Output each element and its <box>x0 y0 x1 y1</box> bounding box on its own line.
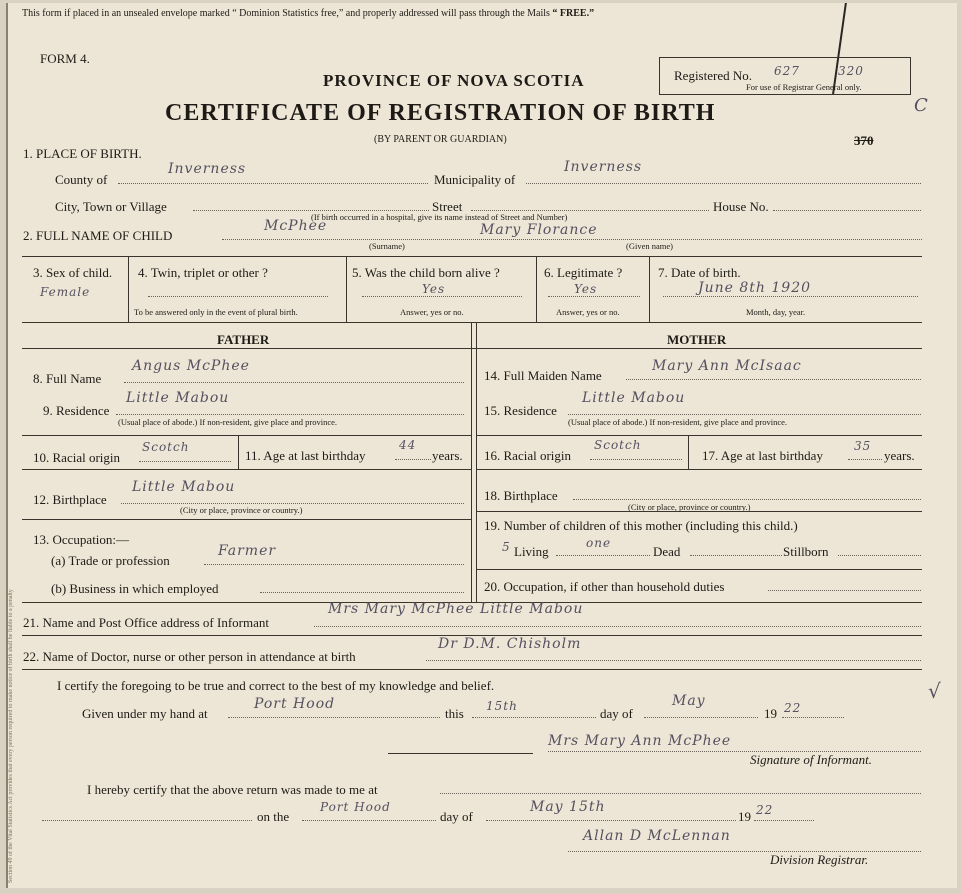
check-mark: √ <box>928 679 942 703</box>
registration-alt-number: 320 <box>838 64 864 78</box>
birth-certificate: Section 49 of the Vital Statistics Act provides that every person required to make notice of birth shall be liable to a penalty This form if placed in an unsealed envelope marked “ Dominion Statistics free,” and properly addressed will pass through the Mails “ FREE.” FORM 4. PROVINCE OF NOVA SCOTIA CERTIFICATE OF REGISTRATION OF BIRTH (BY PARENT OR GUARDIAN) Registered No. 627 320 For use of Registrar General only. C 370 1. PLACE OF BIRTH. County of Inverness Municipality of Inverness City, Town or Village Street House No. (If birth occurred in a hospital, give its name instead of Street and Number) 2. FULL NAME OF CHILD McPhee Mary Florance (Surname) (Given name) 3. Sex of child. Female 4. Twin, triplet or other ? To be answered only in the event of plural birth. 5. Was the child born alive ? Yes Answer, yes or no. 6. Legitimate ? Yes Answer, yes or no. 7. Date of birth. June 8th 1920 Month, day, year. FATHER MOTHER 8. Full Name Angus McPhee 9. Residence Little Mabou (Usual place of abode.) If non-resident, give place and province. 10. Racial origin Scotch 11. Age at last birthday 44 years. 12. Birthplace Little Mabou (City or place, province or country.) 13. Occupation:— (a) Trade or profession Farmer (b) Business in which employed 14. Full Maiden Name Mary Ann McIsaac 15. Residence Little Mabou (Usual place of abode.) If non-resident, give place and province. 16. Racial origin Scotch 17. Age at last birthday 35 years. 18. Birthplace (City or place, province or country.) 19. Number of children of this mother (including this child.) 5 Living Dead one Stillborn 20. Occupation, if other than household duties 21. Name and Post Office address of Informant Mrs Mary McPhee Little Mabou 22. Name of Doctor, nurse or other person in attendance at birth Dr D.M. Chisholm I certify the foregoing to be true and correct to the best of my knowledge and belief. Given under my hand at Port Hood this 15th day of May 19 22 √ Mrs Mary Ann McPhee Signature of Informant. I hereby certify that the above return was made to me at on the Port Hood day of May 15th 19 22 Allan D McLennan Division Registrar. <box>6 3 957 888</box>
father-residence: Little Mabou <box>126 390 230 406</box>
child-name-label: 2. FULL NAME OF CHILD <box>23 228 173 243</box>
child-given-name: Mary Florance <box>480 222 598 238</box>
given-year: 22 <box>784 701 802 715</box>
informant-value: Mrs Mary McPhee Little Mabou <box>328 601 584 617</box>
place-of-birth-label: 1. PLACE OF BIRTH. <box>23 146 142 161</box>
margin-mark: C <box>914 95 929 116</box>
subtitle: (BY PARENT OR GUARDIAN) <box>374 134 507 145</box>
living-count: 5 <box>502 540 511 554</box>
father-name: Angus McPhee <box>132 358 250 374</box>
signature-label: Signature of Informant. <box>750 752 872 767</box>
date-of-birth-value: June 8th 1920 <box>698 280 812 296</box>
father-trade: Farmer <box>218 543 277 559</box>
given-month: May <box>672 693 706 709</box>
mother-heading: MOTHER <box>667 332 727 347</box>
registrar-signature-label: Division Registrar. <box>770 852 869 867</box>
certificate-title: CERTIFICATE OF REGISTRATION OF BIRTH <box>165 100 716 126</box>
mother-racial-origin: Scotch <box>594 438 642 452</box>
mother-residence: Little Mabou <box>582 390 686 406</box>
struck-number: 370 <box>854 133 874 148</box>
given-day: 15th <box>486 699 518 713</box>
margin-notice: Section 49 of the Vital Statistics Act provides that every person required to make notice of birth shall be liable to a penalty <box>8 589 14 883</box>
registration-number: 627 <box>774 64 800 78</box>
province-title: PROVINCE OF NOVA SCOTIA <box>323 71 585 90</box>
dead-count: one <box>586 536 612 550</box>
legitimate-value: Yes <box>574 282 598 296</box>
mail-notice: This form if placed in an unsealed envelope marked “ Dominion Statistics free,” and properly addressed will pass through the Mails “ FREE.” <box>22 8 595 19</box>
father-heading: FATHER <box>217 332 270 347</box>
born-alive-value: Yes <box>422 282 446 296</box>
form-number: FORM 4. <box>40 51 90 66</box>
father-birthplace: Little Mabou <box>132 479 236 495</box>
sex-value: Female <box>40 285 91 299</box>
given-place: Port Hood <box>254 696 336 712</box>
registrar-date: May 15th <box>530 799 606 815</box>
mother-age: 35 <box>854 439 872 453</box>
informant-signature: Mrs Mary Ann McPhee <box>548 733 732 749</box>
registrar-place: Port Hood <box>320 800 391 814</box>
registration-box: Registered No. 627 320 For use of Registrar General only. <box>659 57 911 95</box>
father-racial-origin: Scotch <box>142 440 190 454</box>
mother-maiden-name: Mary Ann McIsaac <box>652 358 802 374</box>
registrar-year: 22 <box>756 803 774 817</box>
registrar-signature: Allan D McLennan <box>583 828 731 844</box>
doctor-value: Dr D.M. Chisholm <box>438 636 582 652</box>
county-value: Inverness <box>168 161 247 177</box>
father-age: 44 <box>399 438 417 452</box>
child-surname: McPhee <box>264 218 328 234</box>
municipality-value: Inverness <box>564 159 643 175</box>
